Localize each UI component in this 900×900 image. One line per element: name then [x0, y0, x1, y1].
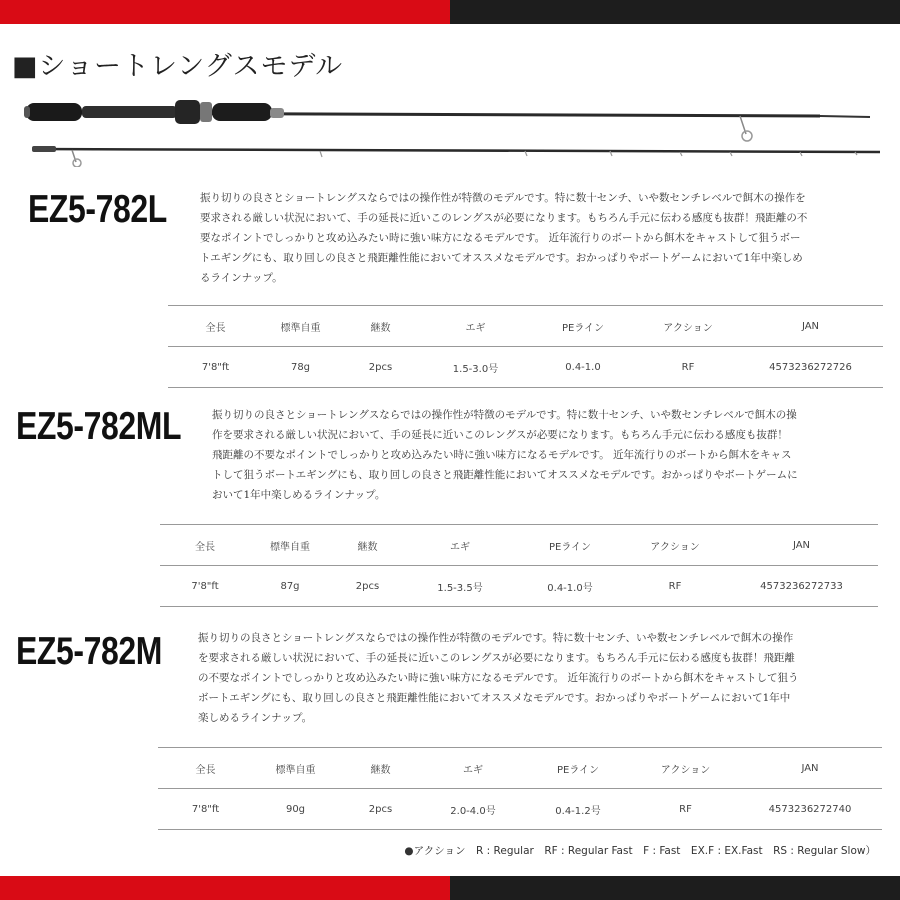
model-name-782ml: EZ5-782ML — [16, 405, 182, 448]
header-egi: エギ — [463, 764, 483, 776]
description-line: ボートエギングにも、取り回しの良さと飛距離性能においてオススメなモデルです。おかっぱりやボートゲームにおいて1年中 — [198, 692, 791, 704]
description-line: を要求される厳しい状況において、手の延長に近いこのレングスが必要になります。もちろん手元に伝わる感度も抜群！飛距離 — [198, 652, 795, 664]
header-weight: 標準自重 — [280, 322, 321, 334]
header-pe-line: PEライン — [561, 322, 605, 334]
spec-pe-line: 0.4-1.0 — [565, 361, 601, 373]
spec-jan: 4573236272726 — [769, 361, 852, 373]
spec-weight: 90g — [285, 803, 306, 815]
header-action: アクション — [663, 322, 713, 334]
header-egi: エギ — [450, 541, 470, 553]
rod-illustration — [20, 92, 890, 167]
header-jan: JAN — [792, 539, 811, 551]
header-pieces: 継数 — [370, 764, 391, 776]
header-jan: JAN — [801, 762, 819, 774]
description-line: 振り切りの良さとショートレングスならではの操作性が特徴のモデルです。特に数十センチ、いや数センチレベルで餌木の操作 — [198, 632, 794, 644]
spec-weight: 78g — [290, 361, 311, 373]
table-row — [168, 347, 883, 388]
description-line: おいて1年中楽しめるラインナップ。 — [212, 489, 386, 501]
top-red-band — [0, 0, 450, 24]
header-length: 全長 — [195, 764, 216, 776]
table-row — [158, 789, 882, 830]
spec-header-row — [168, 306, 883, 347]
description-line: 楽しめるラインナップ。 — [198, 712, 313, 724]
header-pieces: 継数 — [357, 541, 378, 553]
model-name-782l: EZ5-782L — [28, 188, 167, 231]
bottom-dark-band — [450, 876, 900, 900]
spec-pe-line: 0.4-1.2号 — [555, 805, 601, 817]
spec-jan: 4573236272740 — [768, 803, 852, 815]
bottom-color-band — [0, 876, 900, 900]
model-name-782m: EZ5-782M — [16, 630, 163, 673]
description-line: の不要なポイントでしっかりと攻め込みたい時に強い味方になるモデルです。 近年流行りのボートから餌木をキャストして狙う — [198, 672, 799, 684]
spec-header-row — [160, 525, 878, 566]
spec-jan: 4573236272733 — [760, 580, 843, 592]
spec-header-row — [158, 748, 882, 789]
model-description-782m — [198, 628, 890, 728]
spec-length: 7'8"ft — [191, 580, 219, 592]
description-line: 要求される厳しい状況において、手の延長に近いこのレングスが必要になります。もちろん手元に伝わる感度も抜群！飛距離の不 — [200, 212, 808, 224]
butt-section-rod — [24, 100, 870, 141]
description-line: トして狙うボートエギングにも、取り回しの良さと飛距離性能においてオススメなモデルです。おかっぱりやボートゲームに — [212, 469, 798, 481]
spec-egi: 1.5-3.0号 — [452, 363, 499, 375]
section-title: ■ショートレングスモデル — [12, 51, 344, 82]
top-color-band — [0, 0, 900, 24]
spec-pieces: 2pcs — [355, 580, 380, 592]
table-row — [160, 566, 878, 607]
header-length: 全長 — [195, 541, 215, 553]
bottom-red-band — [0, 876, 450, 900]
spec-pieces: 2pcs — [368, 803, 393, 815]
spec-table-782ml — [160, 524, 878, 607]
header-egi: エギ — [465, 322, 486, 334]
description-line: 作を要求される厳しい状況において、手の延長に近いこのレングスが必要になります。もちろん手元に伝わる感度も抜群！ — [212, 429, 788, 441]
model-description-782ml — [212, 405, 892, 505]
spec-action: RF — [681, 361, 695, 373]
spec-weight: 87g — [280, 580, 300, 592]
description-line: 振り切りの良さとショートレングスならではの操作性が特徴のモデルです。特に数十センチ、いや数センチレベルで餌木の操 — [212, 409, 797, 421]
description-line: 振り切りの良さとショートレングスならではの操作性が特徴のモデルです。特に数十センチ、いや数センチレベルで餌木の操作を — [200, 192, 806, 204]
spec-egi: 1.5-3.5号 — [437, 582, 483, 594]
tip-section-rod — [32, 146, 880, 167]
header-action: アクション — [650, 541, 700, 553]
spec-length: 7'8"ft — [201, 361, 230, 373]
header-pe-line: PEライン — [548, 541, 592, 553]
spec-action: RF — [668, 580, 682, 592]
spec-table-782l — [168, 305, 883, 388]
top-dark-band — [450, 0, 900, 24]
spec-egi: 2.0-4.0号 — [450, 805, 496, 817]
description-line: トエギングにも、取り回しの良さと飛距離性能においてオススメなモデルです。おかっぱりやボートゲームにおいて1年中楽しめ — [200, 252, 803, 264]
header-jan: JAN — [801, 320, 820, 332]
spec-pieces: 2pcs — [368, 361, 393, 373]
action-legend: ●アクション R : Regular RF : Regular Fast F : Fast EX.F : EX.Fast RS : Regular Slow） — [404, 845, 876, 857]
spec-length: 7'8"ft — [191, 803, 220, 815]
spec-table-782m — [158, 747, 882, 830]
spec-pe-line: 0.4-1.0号 — [547, 582, 593, 594]
header-length: 全長 — [205, 322, 226, 334]
spec-action: RF — [679, 803, 692, 815]
header-action: アクション — [660, 764, 711, 776]
description-line: 飛距離の不要なポイントでしっかりと攻め込みたい時に強い味方になるモデルです。 近年流行りのボートから餌木をキャス — [212, 449, 792, 461]
header-weight: 標準自重 — [275, 764, 316, 776]
description-line: 要なポイントでしっかりと攻め込みたい時に強い味方になるモデルです。 近年流行りのボートから餌木をキャストして狙うボー — [200, 232, 801, 244]
header-pieces: 継数 — [370, 322, 391, 334]
model-description-782l — [200, 188, 890, 288]
header-pe-line: PEライン — [556, 764, 600, 776]
description-line: るラインナップ。 — [200, 272, 283, 284]
header-weight: 標準自重 — [270, 541, 310, 553]
